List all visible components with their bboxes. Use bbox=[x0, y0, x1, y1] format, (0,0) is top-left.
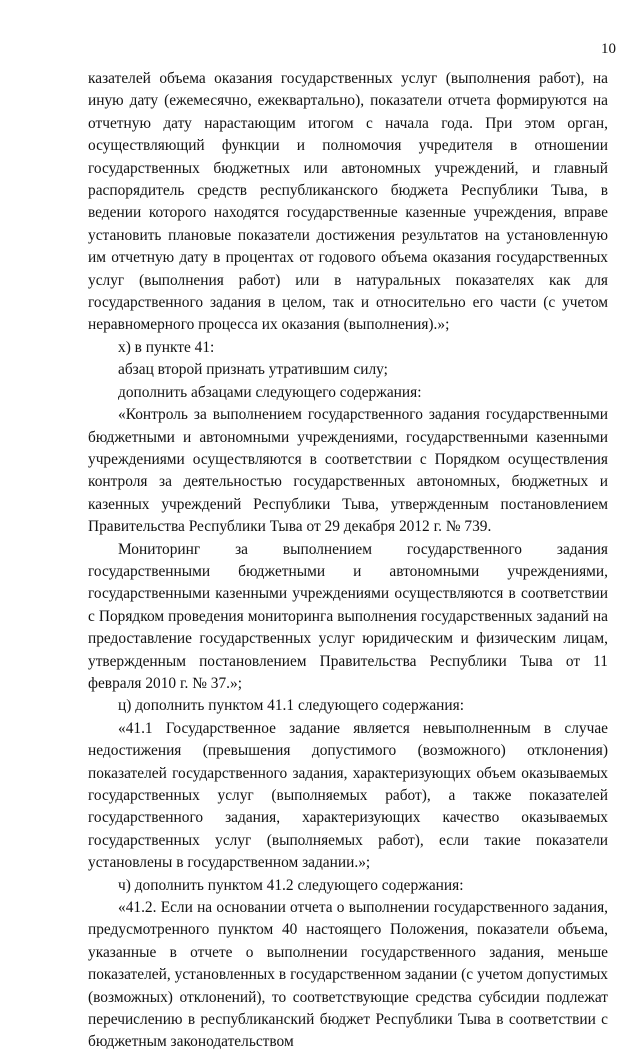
paragraph-4: дополнить абзацами следующего содержания: bbox=[118, 383, 422, 401]
paragraph-1: казателей объема оказания государственных услуг (выполнения работ), на иную дату (ежемесячно, ежеквартально), показатели отчета формируются на отчетную дату нарастающим итогом с начала года. При этом орган, осуществляющий функции и полномочия учредителя в отношении государственных бюджетных или автономных учреждений, и главный распорядитель средств республиканского бюджета Республики Тыва, в ведении которого находятся государственные казенные учреждения, вправе установить плановые показатели достижения результатов на установленную им отчетную дату в процентах от годового объема оказания государственных услуг (выполнения работ) или в натуральных показателях как для государственного задания в целом, так и относительно его части (с учетом неравномерного процесса их оказания (выполнения).»; bbox=[88, 70, 608, 334]
paragraph-5: «Контроль за выполнением государственного задания государственными бюджетными и автономными учреждениями, государственными казенными учреждениями осуществляются в соответствии с Порядком осуществления контроля за деятельностью государственных автономных, бюджетных и казенных учреждений Республики Тыва, утвержденным постановлением Правительства Республики Тыва от 29 декабря 2012 г. № 739. bbox=[88, 406, 608, 536]
page-number: 10 bbox=[601, 41, 616, 57]
paragraph-3: абзац второй признать утратившим силу; bbox=[118, 361, 388, 379]
paragraph-9: ч) дополнить пунктом 41.2 следующего содержания: bbox=[118, 876, 464, 894]
paragraph-2: х) в пункте 41: bbox=[118, 338, 215, 356]
document-body bbox=[88, 68, 608, 1054]
paragraph-8: «41.1 Государственное задание является невыполненным в случае недостижения (превышения допустимого (возможного) отклонения) показателей государственного задания, характеризующих объем оказываемых государственных услуг (выполняемых работ), а также показателей государственного задания, характеризующих качество оказываемых государственных услуг (выполняемых работ), если такие показатели установлены в государственном задании.»; bbox=[88, 719, 608, 872]
paragraph-6: Мониторинг за выполнением государственного задания государственными бюджетными и автономными учреждениями, государственными казенными учреждениями осуществляются в соответствии с Порядком проведения мониторинга выполнения государственных заданий на предоставление государственных услуг юридическим и физическим лицам, утвержденным постановлением Правительства Республики Тыва от 11 февраля 2010 г. № 37.»; bbox=[88, 540, 608, 692]
paragraph-10: «41.2. Если на основании отчета о выполнении государственного задания, предусмотренного пунктом 40 настоящего Положения, показатели объема, указанные в отчете о выполнении государственного задания, меньше показателей, установленных в государственном задании (с учетом допустимых (возможных) отклонений), то соответствующие средства субсидии подлежат перечислению в республиканский бюджет Республики Тыва в соответствии с бюджетным законодательством bbox=[88, 899, 608, 1051]
paragraph-7: ц) дополнить пунктом 41.1 следующего содержания: bbox=[118, 697, 464, 715]
